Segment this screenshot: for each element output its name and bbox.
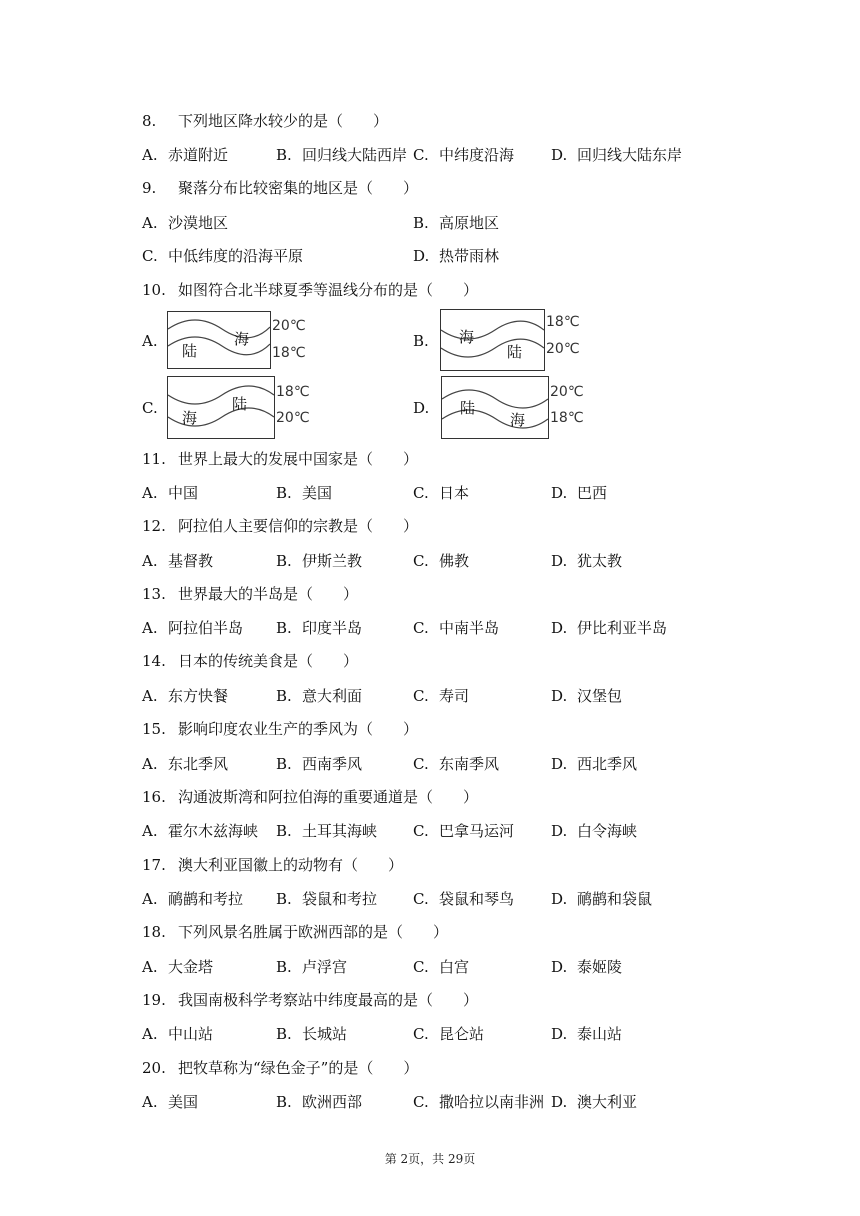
option-d: D. 汉堡包	[551, 687, 623, 705]
option-c: C. 佛教	[413, 552, 470, 570]
temp-top: 18℃	[546, 314, 580, 330]
isotherm-lines	[441, 310, 544, 370]
option-a: A. 东北季风	[142, 755, 229, 773]
question-17	[142, 855, 403, 875]
question-16	[142, 787, 478, 807]
option-a: A. 沙漠地区	[142, 214, 229, 232]
option-a: A. 美国	[142, 1093, 199, 1111]
option-c: C. 撒哈拉以南非洲	[413, 1093, 545, 1111]
question-11	[142, 449, 418, 469]
question-number: 9.	[142, 179, 157, 197]
question-18	[142, 922, 448, 942]
option-b: B. 卢浮宫	[276, 958, 348, 976]
question-number: 14.	[142, 652, 166, 670]
question-text: 沟通波斯湾和阿拉伯海的重要通道是（ ）	[178, 788, 479, 806]
question-number: 11.	[142, 450, 166, 468]
page-footer: 第 2页，共 29页	[384, 1152, 476, 1166]
option-a: A. 基督教	[142, 552, 214, 570]
temp-top: 18℃	[276, 384, 310, 400]
question-text: 世界最大的半岛是（ ）	[178, 585, 359, 603]
option-c: C. 中南半岛	[413, 619, 500, 637]
option-c: C. 巴拿马运河	[413, 822, 515, 840]
option-a: A. 鸸鹋和考拉	[142, 890, 244, 908]
temp-bottom: 18℃	[550, 410, 584, 426]
question-text: 聚落分布比较密集的地区是（ ）	[178, 179, 419, 197]
isotherm-map-c	[167, 376, 275, 439]
option-c: C. 袋鼠和琴鸟	[413, 890, 515, 908]
question-number: 15.	[142, 720, 166, 738]
map-option-letter-b: B.	[413, 332, 429, 350]
question-text: 世界上最大的发展中国家是（ ）	[178, 450, 419, 468]
option-a: A. 霍尔木兹海峡	[142, 822, 259, 840]
isotherm-map-d	[441, 376, 549, 439]
option-a: A. 东方快餐	[142, 687, 229, 705]
question-text: 如图符合北半球夏季等温线分布的是（ ）	[178, 281, 479, 299]
option-c: C. 中低纬度的沿海平原	[142, 247, 304, 265]
question-number: 8.	[142, 112, 157, 130]
option-b: B. 欧洲西部	[276, 1093, 363, 1111]
temp-bottom: 18℃	[272, 345, 306, 361]
question-14	[142, 651, 358, 671]
question-text: 澳大利亚国徽上的动物有（ ）	[178, 856, 404, 874]
map-option-letter-a: A.	[142, 332, 158, 350]
option-d: D. 白令海峡	[551, 822, 638, 840]
land-label: 陆	[232, 395, 248, 413]
option-c: C. 日本	[413, 484, 470, 502]
question-text: 日本的传统美食是（ ）	[178, 652, 359, 670]
sea-label: 海	[459, 328, 475, 346]
option-b: B. 伊斯兰教	[276, 552, 363, 570]
question-text: 下列风景名胜属于欧洲西部的是（ ）	[178, 923, 449, 941]
option-c: C. 中纬度沿海	[413, 146, 515, 164]
option-d: D. 伊比利亚半岛	[551, 619, 668, 637]
question-10	[142, 280, 478, 300]
option-d: D. 鸸鹋和袋鼠	[551, 890, 653, 908]
question-number: 16.	[142, 788, 166, 806]
option-b: B. 西南季风	[276, 755, 363, 773]
option-c: C. 寿司	[413, 687, 470, 705]
isotherm-map-a	[167, 311, 271, 369]
option-d: D. 泰山站	[551, 1025, 623, 1043]
option-a: A. 大金塔	[142, 958, 214, 976]
option-c: C. 东南季风	[413, 755, 500, 773]
question-12	[142, 516, 418, 536]
question-number: 19.	[142, 991, 166, 1009]
option-b: B. 意大利面	[276, 687, 363, 705]
question-text: 影响印度农业生产的季风为（ ）	[178, 720, 419, 738]
option-d: D. 西北季风	[551, 755, 638, 773]
option-c: C. 白宫	[413, 958, 470, 976]
land-label: 陆	[182, 342, 198, 360]
isotherm-lines	[442, 377, 548, 438]
temp-bottom: 20℃	[546, 341, 580, 357]
option-b: B. 袋鼠和考拉	[276, 890, 378, 908]
question-number: 12.	[142, 517, 166, 535]
map-option-letter-c: C.	[142, 399, 158, 417]
land-label: 陆	[460, 399, 476, 417]
question-text: 我国南极科学考察站中纬度最高的是（ ）	[178, 991, 479, 1009]
question-20	[142, 1058, 418, 1078]
option-a: A. 中国	[142, 484, 199, 502]
option-b: B. 美国	[276, 484, 333, 502]
question-number: 17.	[142, 856, 166, 874]
option-b: B. 长城站	[276, 1025, 348, 1043]
question-text: 下列地区降水较少的是（ ）	[178, 112, 389, 130]
option-d: D. 回归线大陆东岸	[551, 146, 683, 164]
map-option-letter-d: D.	[413, 399, 430, 417]
sea-label: 海	[182, 409, 198, 427]
question-text: 把牧草称为“绿色金子”的是（ ）	[178, 1059, 419, 1077]
question-number: 20.	[142, 1059, 166, 1077]
question-9	[142, 178, 418, 198]
option-d: D. 泰姬陵	[551, 958, 623, 976]
option-b: B. 回归线大陆西岸	[276, 146, 408, 164]
option-a: A. 赤道附近	[142, 146, 229, 164]
option-d: D. 犹太教	[551, 552, 623, 570]
option-d: D. 巴西	[551, 484, 608, 502]
temp-top: 20℃	[272, 318, 306, 334]
question-number: 18.	[142, 923, 166, 941]
question-number: 10.	[142, 281, 166, 299]
question-number: 13.	[142, 585, 166, 603]
option-b: B. 土耳其海峡	[276, 822, 378, 840]
option-d: D. 热带雨林	[413, 247, 500, 265]
option-b: B. 印度半岛	[276, 619, 363, 637]
isotherm-map-b	[440, 309, 545, 371]
temp-top: 20℃	[550, 384, 584, 400]
question-15	[142, 719, 418, 739]
option-c: C. 昆仑站	[413, 1025, 485, 1043]
option-a: A. 阿拉伯半岛	[142, 619, 244, 637]
option-d: D. 澳大利亚	[551, 1093, 638, 1111]
sea-label: 海	[510, 411, 526, 429]
option-a: A. 中山站	[142, 1025, 214, 1043]
land-label: 陆	[507, 343, 523, 361]
question-13	[142, 584, 358, 604]
question-19	[142, 990, 478, 1010]
sea-label: 海	[234, 330, 250, 348]
question-text: 阿拉伯人主要信仰的宗教是（ ）	[178, 517, 419, 535]
question-8	[142, 111, 388, 131]
option-b: B. 高原地区	[413, 214, 500, 232]
temp-bottom: 20℃	[276, 410, 310, 426]
